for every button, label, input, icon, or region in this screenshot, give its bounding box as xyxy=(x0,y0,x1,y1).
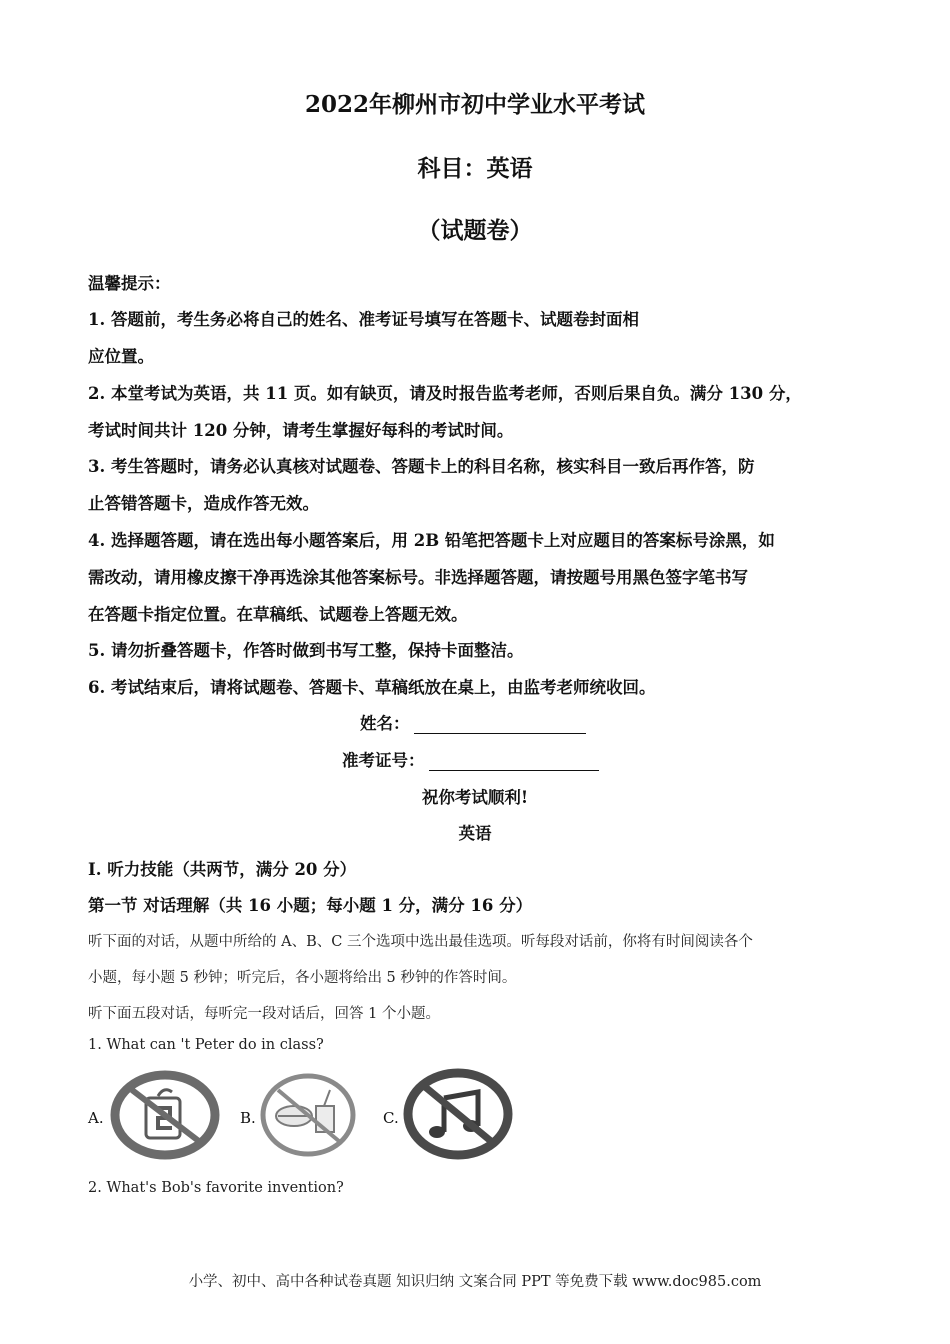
sub-title: 第一节 对话理解（共 16 小题；每小题 1 分，满分 16 分） xyxy=(88,896,533,915)
question-1-text: 1. What can 't Peter do in class? xyxy=(88,1037,324,1053)
notice-line: 5. 请勿折叠答题卡，作答时做到书写工整，保持卡面整洁。 xyxy=(88,641,524,660)
part-title: I. 听力技能（共两节，满分 20 分） xyxy=(88,860,357,879)
notice-line: 3. 考生答题时，请务必认真核对试题卷、答题卡上的科目名称，核实科目一致后再作答，防 xyxy=(88,457,755,476)
notice-line: 考试时间共计 120 分钟，请考生掌握好每科的考试时间。 xyxy=(88,421,514,440)
notice-line: 2. 本堂考试为英语，共 11 页。如有缺页，请及时报告监考老师，否则后果自负。满分 130 分， xyxy=(88,384,802,403)
instruction-line: 听下面五段对话，每听完一段对话后，回答 1 个小题。 xyxy=(88,1006,440,1022)
id-blank[interactable] xyxy=(429,752,599,771)
option-b-label: B. xyxy=(240,1109,256,1127)
no-food-drink-icon xyxy=(258,1072,358,1162)
notice-line: 应位置。 xyxy=(88,347,154,366)
name-field xyxy=(360,710,586,734)
name-label: 姓名： xyxy=(360,714,410,733)
option-a-label: A. xyxy=(88,1109,104,1127)
name-blank[interactable] xyxy=(414,715,586,734)
notice-line: 6. 考试结束后，请将试题卷、答题卡、草稿纸放在桌上，由监考老师统收回。 xyxy=(88,678,656,697)
no-music-icon xyxy=(402,1068,514,1164)
notice-line: 止答错答题卡，造成作答无效。 xyxy=(88,494,319,513)
option-c-label: C. xyxy=(383,1109,399,1127)
question-2-text: 2. What's Bob's favorite invention? xyxy=(88,1180,344,1196)
notice-line: 1. 答题前，考生务必将自己的姓名、准考证号填写在答题卡、试题卷封面相 xyxy=(88,310,639,329)
subject-label: 英语 xyxy=(458,824,492,843)
subject-title: 科目：英语 xyxy=(417,155,533,182)
notice-line: 4. 选择题答题，请在选出每小题答案后，用 2B 铅笔把答题卡上对应题目的答案标号涂黑，如 xyxy=(88,531,775,550)
id-field xyxy=(342,747,599,771)
id-label: 准考证号： xyxy=(342,751,425,770)
page-footer: 小学、初中、高中各种试卷真题 知识归纳 文案合同 PPT 等免费下载 www.doc985.com xyxy=(188,1274,762,1290)
no-gum-icon xyxy=(110,1070,220,1164)
notice-heading: 温馨提示： xyxy=(88,274,171,293)
paper-type: （试题卷） xyxy=(417,217,533,244)
notice-line: 需改动，请用橡皮擦干净再选涂其他答案标号。非选择题答题，请按题号用黑色签字笔书写 xyxy=(88,568,748,587)
exam-title: 2022年柳州市初中学业水平考试 xyxy=(304,91,645,118)
wish-text: 祝你考试顺利! xyxy=(421,788,529,807)
instruction-line: 小题，每小题 5 秒钟；听完后，各小题将给出 5 秒钟的作答时间。 xyxy=(88,970,517,986)
notice-line: 在答题卡指定位置。在草稿纸、试题卷上答题无效。 xyxy=(88,605,468,624)
instruction-line: 听下面的对话，从题中所给的 A、B、C 三个选项中选出最佳选项。听每段对话前，你将有时间阅读各个 xyxy=(88,934,753,950)
